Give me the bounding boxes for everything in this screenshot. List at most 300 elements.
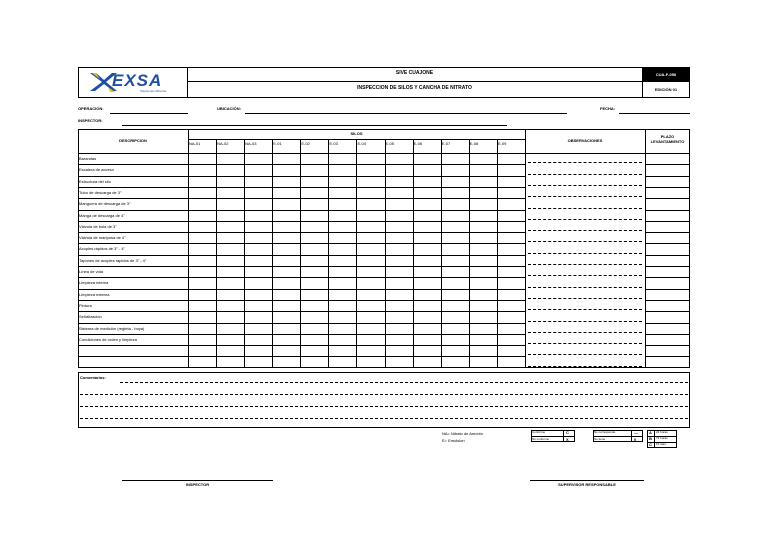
check-cell[interactable] [189, 346, 215, 355]
check-cell[interactable] [245, 312, 271, 321]
check-cell[interactable] [386, 357, 412, 366]
check-cell[interactable] [273, 324, 299, 333]
check-cell[interactable] [414, 244, 440, 253]
check-cell[interactable] [386, 233, 412, 242]
check-cell[interactable] [329, 256, 355, 265]
check-cell[interactable] [386, 165, 412, 174]
check-cell[interactable] [442, 188, 468, 197]
check-cell[interactable] [217, 267, 243, 276]
check-cell[interactable] [301, 267, 327, 276]
check-cell[interactable] [217, 335, 243, 344]
check-cell[interactable] [329, 324, 355, 333]
ubicacion-label: UBICACIÓN: [217, 106, 241, 111]
check-cell[interactable] [470, 199, 496, 208]
check-cell[interactable] [442, 177, 468, 186]
observacion-line[interactable] [528, 343, 642, 344]
check-cell[interactable] [189, 301, 215, 310]
check-cell[interactable] [414, 233, 440, 242]
row-label: Válvula de bola de 3" [79, 223, 117, 229]
check-cell[interactable] [301, 154, 327, 163]
check-cell[interactable] [189, 233, 215, 242]
check-cell[interactable] [301, 346, 327, 355]
plazo-cell[interactable] [646, 301, 689, 310]
plazo-cell[interactable] [646, 256, 689, 265]
check-cell[interactable] [301, 165, 327, 174]
check-cell[interactable] [498, 244, 524, 253]
check-cell[interactable] [470, 357, 496, 366]
row-label: Condiciones de orden y limpieza [79, 336, 137, 342]
legend-plazo-divider-v [654, 430, 655, 448]
check-cell[interactable] [386, 222, 412, 231]
check-cell[interactable] [217, 154, 243, 163]
comment-line-3[interactable] [80, 406, 688, 407]
check-cell[interactable] [217, 256, 243, 265]
check-cell[interactable] [442, 165, 468, 174]
check-cell[interactable] [329, 154, 355, 163]
check-cell[interactable] [189, 244, 215, 253]
observacion-line[interactable] [528, 287, 642, 288]
check-cell[interactable] [189, 324, 215, 333]
check-cell[interactable] [386, 154, 412, 163]
check-cell[interactable] [414, 267, 440, 276]
check-cell[interactable] [442, 154, 468, 163]
check-cell[interactable] [189, 256, 215, 265]
check-cell[interactable] [301, 278, 327, 287]
check-cell[interactable] [329, 222, 355, 231]
check-cell[interactable] [245, 154, 271, 163]
observacion-line[interactable] [528, 354, 642, 355]
check-cell[interactable] [245, 267, 271, 276]
check-cell[interactable] [414, 177, 440, 186]
check-cell[interactable] [498, 154, 524, 163]
check-cell[interactable] [329, 312, 355, 321]
check-cell[interactable] [386, 301, 412, 310]
check-cell[interactable] [301, 222, 327, 231]
check-cell[interactable] [329, 233, 355, 242]
check-cell[interactable] [470, 301, 496, 310]
check-cell[interactable] [329, 211, 355, 220]
check-cell[interactable] [273, 177, 299, 186]
comment-line-1[interactable] [120, 382, 688, 383]
observacion-line[interactable] [528, 230, 642, 231]
check-cell[interactable] [245, 233, 271, 242]
check-cell[interactable] [273, 301, 299, 310]
row-label: Señalización [79, 314, 102, 320]
check-cell[interactable] [498, 335, 524, 344]
check-cell[interactable] [498, 177, 524, 186]
check-cell[interactable] [386, 324, 412, 333]
check-cell[interactable] [357, 165, 383, 174]
check-cell[interactable] [386, 346, 412, 355]
check-cell[interactable] [442, 233, 468, 242]
check-cell[interactable] [470, 324, 496, 333]
check-cell[interactable] [189, 177, 215, 186]
check-cell[interactable] [273, 312, 299, 321]
check-cell[interactable] [189, 222, 215, 231]
check-cell[interactable] [245, 290, 271, 299]
check-cell[interactable] [357, 312, 383, 321]
check-cell[interactable] [386, 290, 412, 299]
check-cell[interactable] [329, 267, 355, 276]
check-cell[interactable] [386, 335, 412, 344]
check-cell[interactable] [217, 211, 243, 220]
observacion-line[interactable] [528, 196, 642, 197]
plazo-cell[interactable] [646, 278, 689, 287]
check-cell[interactable] [189, 188, 215, 197]
check-cell[interactable] [217, 278, 243, 287]
observacion-line[interactable] [528, 253, 642, 254]
legend-plazo-c: C [649, 442, 652, 447]
obs-divider-left [525, 129, 526, 368]
check-cell[interactable] [414, 346, 440, 355]
check-cell[interactable] [329, 165, 355, 174]
check-cell[interactable] [442, 256, 468, 265]
check-cell[interactable] [357, 256, 383, 265]
check-cell[interactable] [357, 267, 383, 276]
check-cell[interactable] [329, 177, 355, 186]
check-cell[interactable] [470, 177, 496, 186]
plazo-cell[interactable] [646, 346, 689, 355]
check-cell[interactable] [245, 324, 271, 333]
check-cell[interactable] [414, 199, 440, 208]
check-cell[interactable] [498, 301, 524, 310]
check-cell[interactable] [301, 233, 327, 242]
plazo-cell[interactable] [646, 233, 689, 242]
check-cell[interactable] [189, 357, 215, 366]
check-cell[interactable] [498, 324, 524, 333]
inspector-label: INSPECTOR: [78, 118, 103, 123]
check-cell[interactable] [329, 188, 355, 197]
check-cell[interactable] [217, 244, 243, 253]
check-cell[interactable] [217, 188, 243, 197]
check-cell[interactable] [470, 165, 496, 174]
check-cell[interactable] [273, 244, 299, 253]
check-cell[interactable] [470, 267, 496, 276]
check-cell[interactable] [386, 199, 412, 208]
check-cell[interactable] [301, 324, 327, 333]
check-cell[interactable] [498, 346, 524, 355]
check-cell[interactable] [386, 244, 412, 253]
plazo-cell[interactable] [646, 222, 689, 231]
check-cell[interactable] [357, 324, 383, 333]
row-label: Válvula de mariposa de 4" [79, 235, 126, 241]
check-cell[interactable] [273, 188, 299, 197]
check-cell[interactable] [470, 335, 496, 344]
check-cell[interactable] [301, 335, 327, 344]
check-cell[interactable] [189, 154, 215, 163]
check-cell[interactable] [470, 233, 496, 242]
check-cell[interactable] [273, 165, 299, 174]
check-cell[interactable] [301, 312, 327, 321]
check-cell[interactable] [329, 301, 355, 310]
check-cell[interactable] [301, 177, 327, 186]
observacion-line[interactable] [528, 264, 642, 265]
check-cell[interactable] [245, 199, 271, 208]
check-cell[interactable] [498, 211, 524, 220]
silo-header-e-02: E-02 [301, 141, 310, 146]
check-cell[interactable] [217, 346, 243, 355]
check-cell[interactable] [273, 256, 299, 265]
row-label: Línea de vida [79, 269, 104, 274]
check-cell[interactable] [189, 278, 215, 287]
check-cell[interactable] [498, 278, 524, 287]
check-cell[interactable] [442, 267, 468, 276]
plazo-cell[interactable] [646, 324, 689, 333]
check-cell[interactable] [217, 301, 243, 310]
check-cell[interactable] [329, 290, 355, 299]
observacion-line[interactable] [528, 298, 642, 299]
inspector-signature-line[interactable] [122, 480, 273, 481]
plazo-cell[interactable] [646, 335, 689, 344]
check-cell[interactable] [273, 335, 299, 344]
check-cell[interactable] [386, 256, 412, 265]
check-cell[interactable] [414, 256, 440, 265]
check-cell[interactable] [442, 278, 468, 287]
plazo-cell[interactable] [646, 211, 689, 220]
check-cell[interactable] [442, 335, 468, 344]
check-cell[interactable] [357, 357, 383, 366]
plazo-cell[interactable] [646, 154, 689, 163]
check-cell[interactable] [217, 290, 243, 299]
check-cell[interactable] [498, 312, 524, 321]
check-cell[interactable] [386, 211, 412, 220]
check-cell[interactable] [414, 165, 440, 174]
check-cell[interactable] [189, 211, 215, 220]
check-cell[interactable] [357, 211, 383, 220]
check-cell[interactable] [498, 199, 524, 208]
check-cell[interactable] [273, 233, 299, 242]
check-cell[interactable] [442, 244, 468, 253]
check-cell[interactable] [357, 177, 383, 186]
observacion-line[interactable] [528, 208, 642, 209]
check-cell[interactable] [189, 165, 215, 174]
check-cell[interactable] [217, 222, 243, 231]
check-cell[interactable] [442, 357, 468, 366]
check-cell[interactable] [245, 222, 271, 231]
check-cell[interactable] [498, 222, 524, 231]
check-cell[interactable] [329, 346, 355, 355]
plazo-cell[interactable] [646, 312, 689, 321]
check-cell[interactable] [442, 199, 468, 208]
check-cell[interactable] [357, 244, 383, 253]
check-cell[interactable] [273, 211, 299, 220]
check-cell[interactable] [470, 154, 496, 163]
check-cell[interactable] [470, 222, 496, 231]
check-cell[interactable] [357, 301, 383, 310]
check-cell[interactable] [357, 346, 383, 355]
check-cell[interactable] [189, 290, 215, 299]
check-cell[interactable] [386, 188, 412, 197]
check-cell[interactable] [329, 335, 355, 344]
check-cell[interactable] [498, 267, 524, 276]
check-cell[interactable] [217, 199, 243, 208]
check-cell[interactable] [414, 188, 440, 197]
observacion-line[interactable] [528, 309, 642, 310]
check-cell[interactable] [357, 278, 383, 287]
plazo-cell[interactable] [646, 199, 689, 208]
plazo-cell[interactable] [646, 244, 689, 253]
check-cell[interactable] [442, 346, 468, 355]
check-cell[interactable] [414, 222, 440, 231]
check-cell[interactable] [470, 312, 496, 321]
check-cell[interactable] [301, 211, 327, 220]
check-cell[interactable] [414, 154, 440, 163]
check-cell[interactable] [442, 290, 468, 299]
check-cell[interactable] [273, 357, 299, 366]
check-cell[interactable] [470, 346, 496, 355]
plazo-cell[interactable] [646, 188, 689, 197]
legend-no-corresponde-code: — [634, 430, 638, 435]
observacion-line[interactable] [528, 366, 642, 367]
check-cell[interactable] [414, 290, 440, 299]
company-name: SIVE CUAJONE [395, 70, 434, 76]
check-cell[interactable] [414, 335, 440, 344]
plazo-cell[interactable] [646, 290, 689, 299]
legend-e: E= Emulsion [442, 438, 465, 443]
check-cell[interactable] [498, 233, 524, 242]
check-cell[interactable] [442, 301, 468, 310]
check-cell[interactable] [301, 290, 327, 299]
check-cell[interactable] [245, 335, 271, 344]
check-cell[interactable] [245, 301, 271, 310]
check-cell[interactable] [329, 199, 355, 208]
check-cell[interactable] [498, 357, 524, 366]
check-cell[interactable] [498, 165, 524, 174]
observacion-line[interactable] [528, 219, 642, 220]
check-cell[interactable] [245, 256, 271, 265]
comment-line-2[interactable] [80, 394, 688, 395]
check-cell[interactable] [245, 177, 271, 186]
check-cell[interactable] [273, 199, 299, 208]
legend-plazo-b: B [649, 436, 652, 441]
check-cell[interactable] [329, 244, 355, 253]
check-cell[interactable] [357, 222, 383, 231]
check-cell[interactable] [273, 278, 299, 287]
check-cell[interactable] [217, 165, 243, 174]
check-cell[interactable] [245, 278, 271, 287]
observacion-line[interactable] [528, 275, 642, 276]
check-cell[interactable] [442, 312, 468, 321]
check-cell[interactable] [357, 290, 383, 299]
check-cell[interactable] [217, 357, 243, 366]
check-cell[interactable] [386, 267, 412, 276]
check-cell[interactable] [329, 357, 355, 366]
check-cell[interactable] [357, 188, 383, 197]
check-cell[interactable] [470, 256, 496, 265]
check-cell[interactable] [414, 211, 440, 220]
check-cell[interactable] [301, 199, 327, 208]
observacion-line[interactable] [528, 174, 642, 175]
check-cell[interactable] [386, 177, 412, 186]
check-cell[interactable] [414, 301, 440, 310]
check-cell[interactable] [329, 278, 355, 287]
check-cell[interactable] [470, 188, 496, 197]
check-cell[interactable] [498, 256, 524, 265]
form-edition: EDICIÓN 01 [654, 87, 678, 92]
check-cell[interactable] [245, 211, 271, 220]
row-label: Pintura [79, 302, 92, 308]
observacion-line[interactable] [528, 332, 642, 333]
row-label: Sistema de medición (regleta - boya) [79, 325, 145, 331]
observacion-line[interactable] [528, 162, 642, 163]
check-cell[interactable] [273, 154, 299, 163]
check-cell[interactable] [217, 177, 243, 186]
check-cell[interactable] [414, 324, 440, 333]
check-cell[interactable] [357, 199, 383, 208]
check-cell[interactable] [386, 312, 412, 321]
comment-line-4[interactable] [80, 418, 688, 419]
silo-header-e-06: E-06 [413, 141, 423, 146]
check-cell[interactable] [442, 324, 468, 333]
check-cell[interactable] [245, 346, 271, 355]
check-cell[interactable] [245, 165, 271, 174]
check-cell[interactable] [498, 290, 524, 299]
observacion-line[interactable] [528, 321, 642, 322]
check-cell[interactable] [470, 244, 496, 253]
check-cell[interactable] [470, 278, 496, 287]
check-cell[interactable] [301, 357, 327, 366]
check-cell[interactable] [357, 154, 383, 163]
check-cell[interactable] [414, 278, 440, 287]
silo-header-na-03: NA-03 [245, 141, 257, 146]
check-cell[interactable] [414, 357, 440, 366]
check-cell[interactable] [301, 256, 327, 265]
legend-plazo-a: A [649, 430, 652, 435]
check-cell[interactable] [414, 312, 440, 321]
check-cell[interactable] [301, 244, 327, 253]
check-cell[interactable] [273, 290, 299, 299]
check-cell[interactable] [245, 357, 271, 366]
plazo-cell[interactable] [646, 165, 689, 174]
check-cell[interactable] [189, 267, 215, 276]
silo-header-e-09: E-09 [497, 141, 507, 146]
check-cell[interactable] [273, 222, 299, 231]
supervisor-signature-line[interactable] [530, 480, 644, 481]
plazo-cell[interactable] [646, 177, 689, 186]
check-cell[interactable] [189, 312, 215, 321]
row-label: Escalera de acceso [79, 167, 114, 173]
plazo-cell[interactable] [646, 357, 689, 366]
check-cell[interactable] [245, 188, 271, 197]
check-cell[interactable] [498, 188, 524, 197]
check-cell[interactable] [386, 278, 412, 287]
check-cell[interactable] [301, 301, 327, 310]
inspector-signature-label: INSPECTOR [185, 482, 210, 487]
plazo-cell[interactable] [646, 267, 689, 276]
check-cell[interactable] [470, 290, 496, 299]
observacion-line[interactable] [528, 185, 642, 186]
check-cell[interactable] [189, 335, 215, 344]
check-cell[interactable] [189, 199, 215, 208]
legend-plazo-b-text: 72 horas [656, 436, 668, 440]
check-cell[interactable] [217, 312, 243, 321]
check-cell[interactable] [273, 346, 299, 355]
row-label: Acoples rápidos de 3" - 4" [79, 246, 125, 252]
check-cell[interactable] [442, 222, 468, 231]
check-cell[interactable] [442, 211, 468, 220]
check-cell[interactable] [301, 188, 327, 197]
row-label: Manga de descarga de 4" [79, 212, 125, 218]
check-cell[interactable] [245, 244, 271, 253]
legend-no-conforme: No conforme [532, 437, 550, 441]
check-cell[interactable] [357, 233, 383, 242]
check-cell[interactable] [470, 211, 496, 220]
check-cell[interactable] [217, 233, 243, 242]
check-cell[interactable] [217, 324, 243, 333]
observacion-line[interactable] [528, 241, 642, 242]
check-cell[interactable] [357, 335, 383, 344]
check-cell[interactable] [273, 267, 299, 276]
